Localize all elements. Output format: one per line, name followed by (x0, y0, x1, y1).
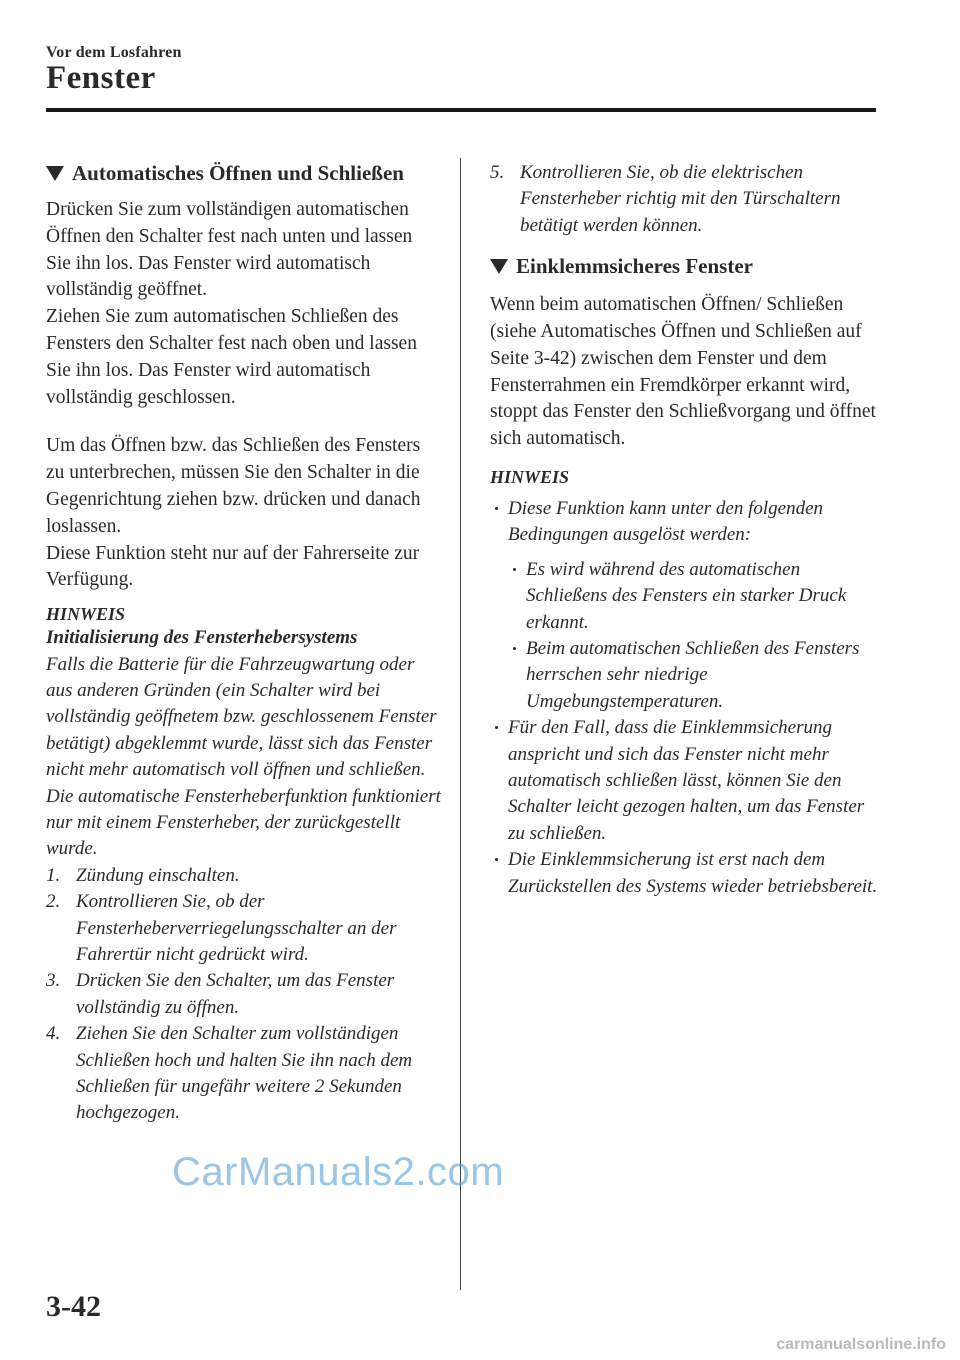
paragraph: Drücken Sie zum vollständigen automatischen Öffnen den Schalter fest nach unten und lassen Sie ihn los. Das Fenster wird automatisch vollständig geöffnet. (46, 199, 413, 301)
paragraph: Ziehen Sie zum automatischen Schließen des Fensters den Schalter fest nach oben und lassen Sie ihn los. Das Fenster wird automatisch vollständig geschlossen. (46, 306, 417, 408)
bullet-dot-icon (513, 568, 516, 571)
bullet-dot-icon (495, 858, 498, 861)
steps-list (46, 863, 441, 1127)
paragraph: Um das Öffnen bzw. das Schließen des Fensters zu unterbrechen, müssen Sie den Schalter in die Gegenrichtung ziehen bzw. drücken und danach loslassen. (46, 435, 421, 537)
paragraph: Diese Funktion steht nur auf der Fahrerseite zur Verfügung. (46, 542, 420, 591)
sub-bullets (508, 557, 880, 715)
list-item: Für den Fall, dass die Einklemmsicherung anspricht und sich das Fenster nicht mehr automatisch schließen lässt, können Sie den Schalter leicht gezogen halten, um das Fenster zu schließen. (490, 715, 880, 847)
list-item: 2. Kontrollieren Sie, ob der Fensterheberverriegelungsschalter an der Fahrertür nicht gedrückt wird. (46, 891, 397, 966)
heading-text: Einklemmsicheres Fenster (516, 254, 753, 279)
list-item: 3. Drücken Sie den Schalter, um das Fenster vollständig zu öffnen. (46, 970, 395, 1018)
triangle-marker-icon (46, 166, 64, 181)
bullet-dot-icon (513, 647, 516, 650)
note-label: HINWEIS (490, 467, 570, 487)
column-divider (460, 158, 461, 1290)
list-item: 1. Zündung einschalten. (46, 864, 240, 886)
list-item: 5. Kontrollieren Sie, ob die elektrischen Fensterheber richtig mit den Türschaltern betätigt werden können. (490, 162, 841, 236)
footer-site-mark: carmanualsonline.info (776, 1336, 946, 1353)
header-rule (46, 108, 876, 112)
list-item: 4. Ziehen Sie den Schalter zum vollständigen Schließen hoch und halten Sie ihn nach dem Schließen für ungefähr weitere 2 Sekunden hochgezogen. (46, 1023, 413, 1124)
heading-text: Automatisches Öffnen und Schließen (72, 161, 404, 185)
right-column (490, 160, 880, 900)
left-column (46, 160, 441, 1127)
section-heading-anti-pinch (490, 253, 880, 280)
note-paragraph: Falls die Batterie für die Fahrzeugwartung oder aus anderen Gründen (ein Schalter wird bei vollständig geöffnetem bzw. geschlossenem Fenster betätigt) abgeklemmt wurde, lässt sich das Fenster nicht mehr automatisch voll öffnen und schließen. (46, 653, 437, 781)
list-item: Die Einklemmsicherung ist erst nach dem Zurückstellen des Systems wieder betriebsbereit. (490, 847, 880, 900)
page-title: Fenster (46, 60, 156, 96)
section-label: Vor dem Losfahren (46, 44, 182, 61)
list-item: Es wird während des automatischen Schließens des Fensters ein starker Druck erkannt. (508, 557, 880, 636)
bullet-dot-icon (495, 726, 498, 729)
note-label: HINWEIS (46, 604, 126, 625)
list-item: Diese Funktion kann unter den folgenden Bedingungen ausgelöst werden: Es wird während des automatischen Schließens des Fensters ein starker Druck erkannt. Beim automatischen Schließen des Fensters herrschen sehr niedrige Umgebungstemperaturen. (490, 496, 880, 715)
list-item: Beim automatischen Schließen des Fensters herrschen sehr niedrige Umgebungstemperaturen. (508, 636, 880, 715)
page-number: 3-42 (46, 1290, 101, 1323)
note-bullets (490, 496, 880, 900)
steps-list-continued (490, 160, 880, 239)
paragraph: Wenn beim automatischen Öffnen/ Schließen (siehe Automatisches Öffnen und Schließen auf Seite 3-42) zwischen dem Fenster und dem Fensterrahmen ein Fremdkörper erkannt wird, stoppt das Fenster den Schließvorgang und öffnet sich automatisch. (490, 294, 876, 450)
note-paragraph: Die automatische Fensterheberfunktion funktioniert nur mit einem Fensterheber, der zurückgestellt wurde. (46, 785, 441, 860)
note-heading: Initialisierung des Fensterhebersystems (46, 627, 358, 649)
section-heading-auto-open-close (46, 160, 441, 187)
triangle-marker-icon (490, 259, 508, 274)
bullet-dot-icon (495, 507, 498, 510)
watermark: CarManuals2.com (172, 1150, 505, 1194)
